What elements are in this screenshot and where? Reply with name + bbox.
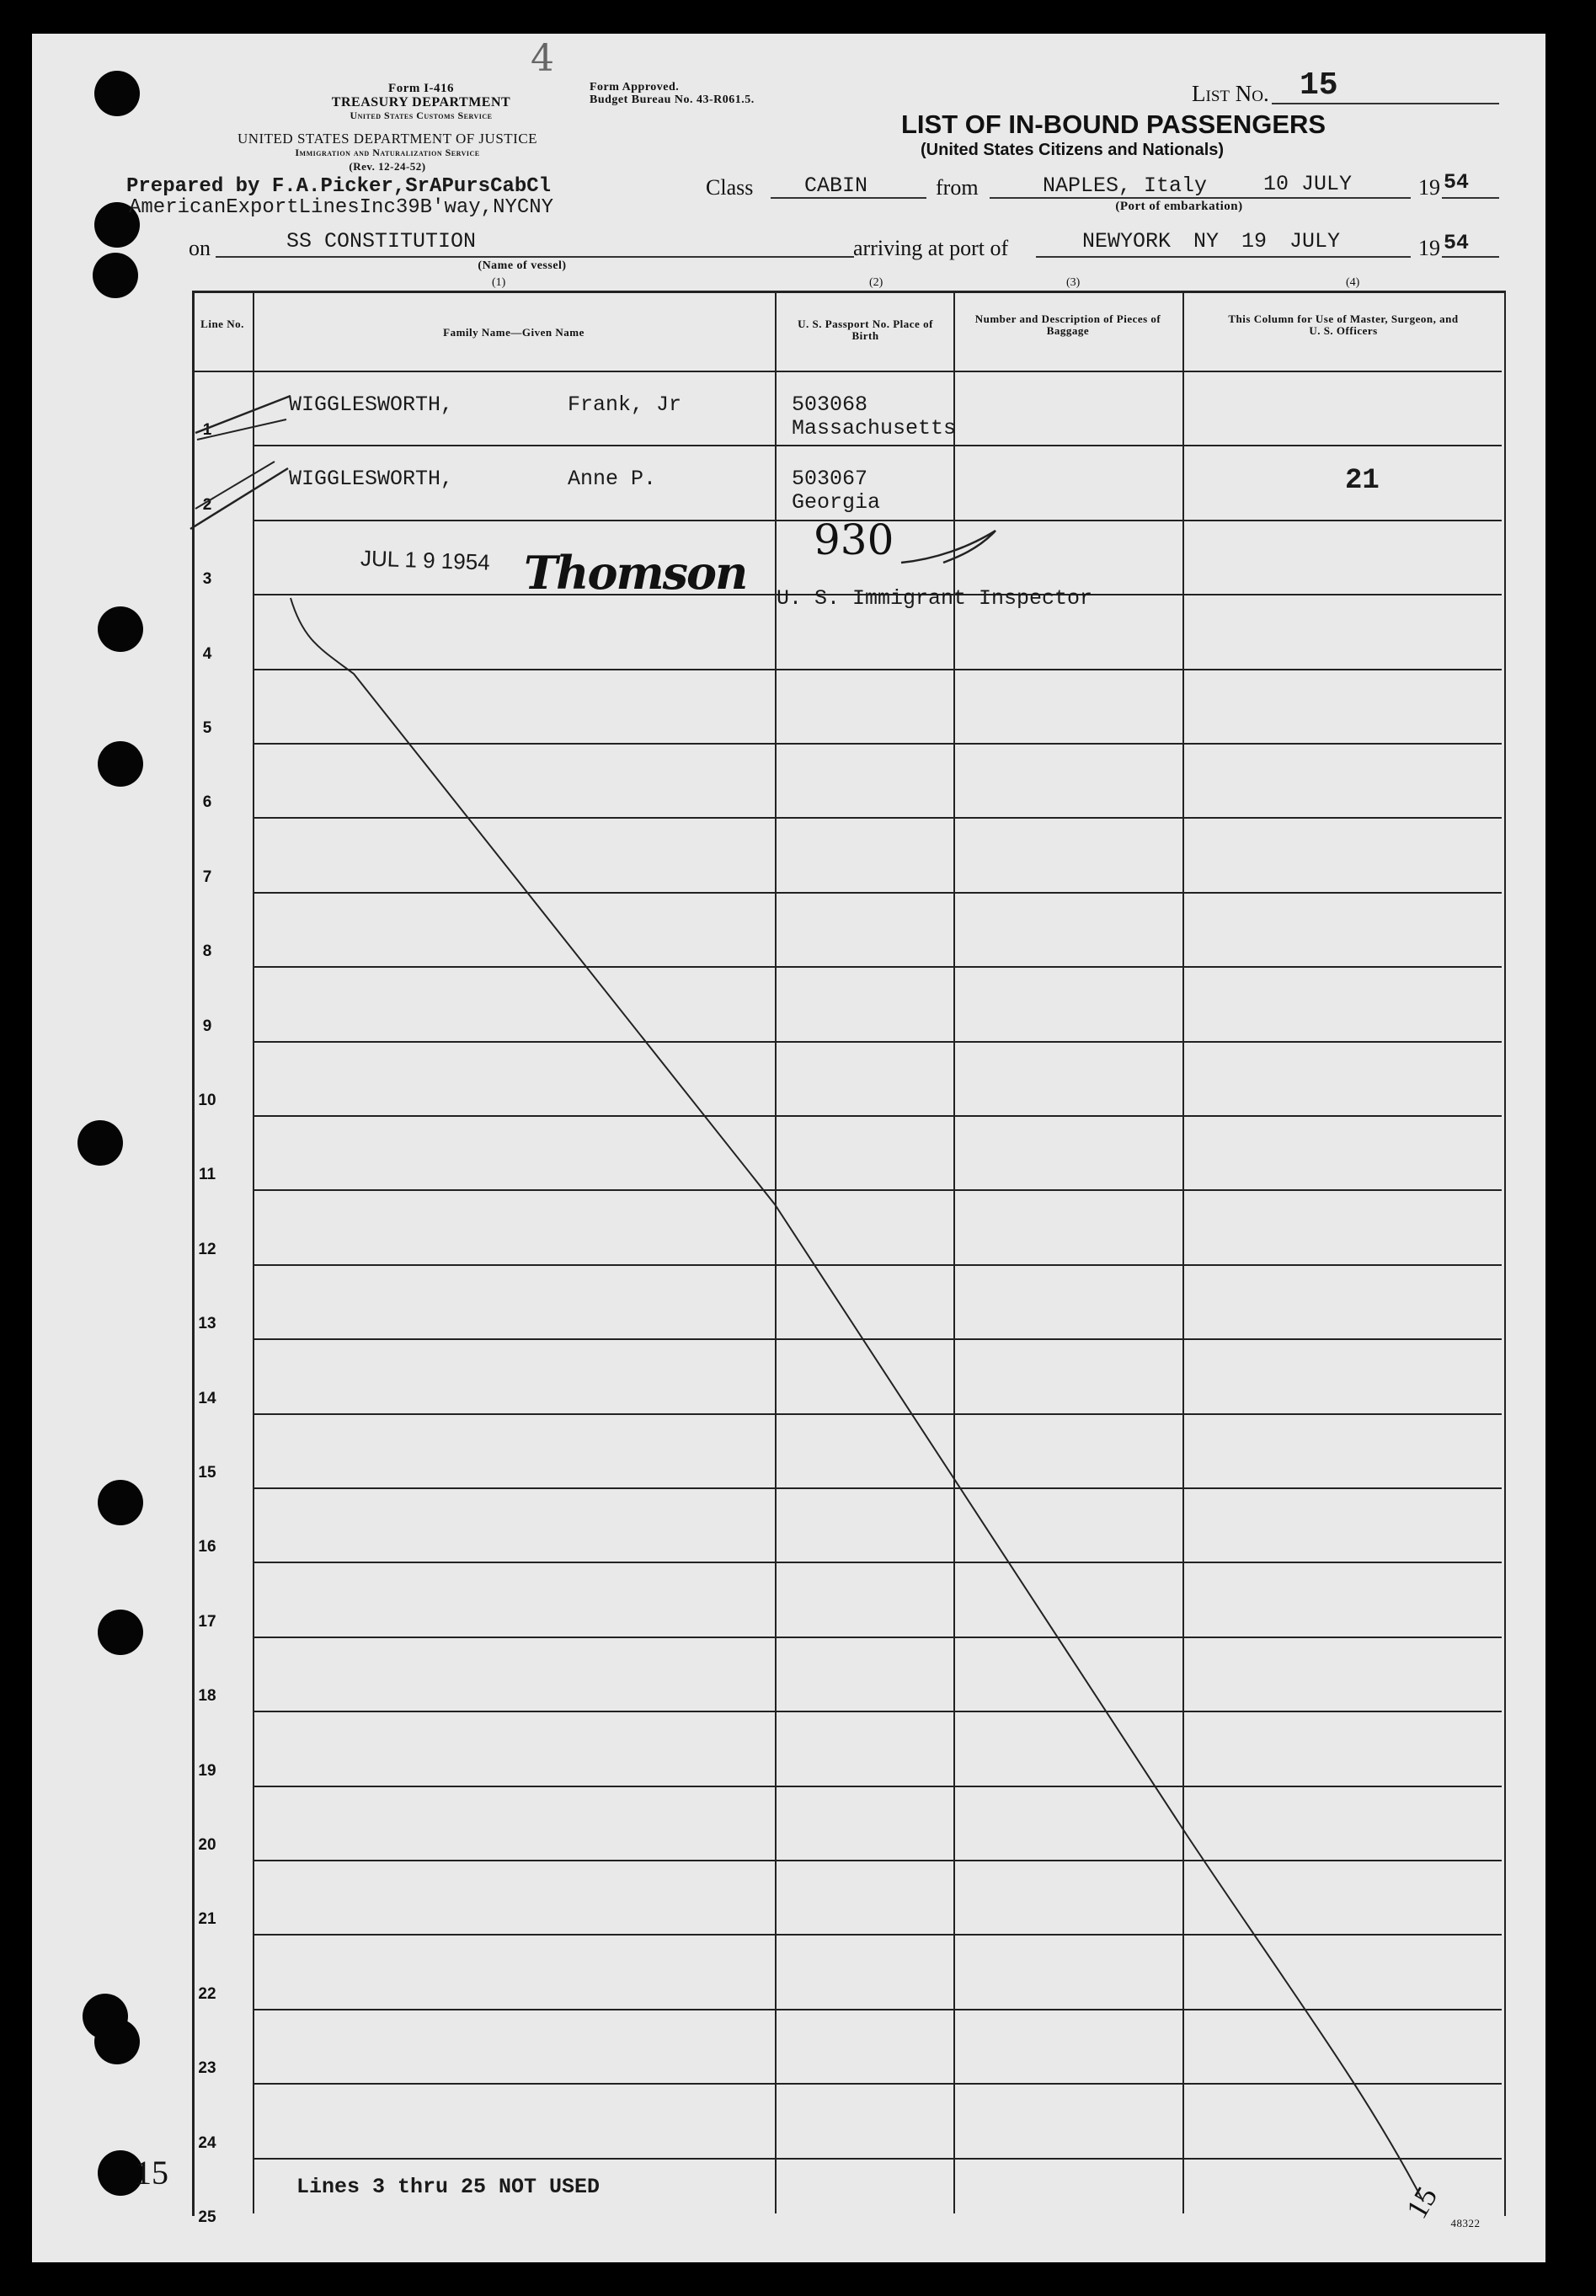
line-number: 5 — [202, 719, 212, 737]
class-value: CABIN — [804, 174, 868, 198]
table-row-rule — [253, 1338, 1502, 1340]
line-number: 11 — [198, 1166, 216, 1184]
table-row-rule — [253, 1264, 1502, 1266]
document-subtitle: (United States Citizens and Nationals) — [921, 141, 1225, 159]
table-row-rule — [253, 2083, 1502, 2085]
line-number: 6 — [202, 793, 212, 812]
prepared-by-line1: Prepared by F.A.Picker,SrAPursCabCl — [126, 175, 552, 198]
table-row-rule — [253, 743, 1502, 745]
arriving-year-prefix: 19 — [1418, 236, 1440, 260]
list-no-label: List No. — [1192, 81, 1269, 106]
handwritten-time: 930 — [814, 515, 894, 564]
budget-bureau: Budget Bureau No. 43-R061.5. — [590, 93, 755, 106]
table-row-rule — [253, 445, 1502, 446]
column-number-3: (3) — [1066, 276, 1081, 289]
column-number-2: (2) — [869, 276, 883, 289]
line-number: 15 — [198, 1464, 216, 1482]
line-number: 4 — [202, 644, 212, 663]
inspector-signature: Thomson — [524, 546, 747, 600]
header-passport: U. S. Passport No. Place of Birth — [798, 318, 933, 342]
left-margin-number: 15 — [135, 2154, 168, 2192]
line-number: 17 — [198, 1612, 216, 1631]
column-divider-line-no — [253, 291, 254, 2213]
not-used-note: Lines 3 thru 25 NOT USED — [296, 2175, 601, 2199]
line-number: 12 — [198, 1240, 216, 1258]
line-number: 7 — [202, 868, 212, 886]
table-row-rule — [253, 1562, 1502, 1563]
form-number: Form I-416 — [388, 82, 454, 95]
document-title: LIST OF IN-BOUND PASSENGERS — [901, 109, 1326, 139]
agency-treasury: TREASURY DEPARTMENT — [331, 95, 511, 109]
form-code: 48322 — [1450, 2217, 1481, 2229]
vessel-name: SS CONSTITUTION — [286, 229, 477, 254]
column-number-1: (1) — [492, 276, 506, 289]
passenger-passport: 503067 — [792, 467, 868, 491]
form-revision: (Rev. 12-24-52) — [349, 160, 426, 173]
binder-hole — [94, 71, 140, 116]
line-number: 25 — [198, 2208, 216, 2226]
table-row-rule — [253, 1041, 1502, 1043]
handwritten-page-number: 4 — [531, 37, 554, 80]
table-header-rule — [192, 371, 253, 372]
column-divider-baggage — [1182, 291, 1184, 2213]
table-row-rule — [253, 1637, 1502, 1638]
vessel-caption: (Name of vessel) — [478, 259, 567, 272]
vessel-underline — [216, 256, 854, 258]
from-label: from — [936, 175, 979, 200]
line-number: 21 — [198, 1910, 216, 1929]
line-number: 23 — [198, 2059, 216, 2078]
table-row-rule — [253, 1115, 1502, 1117]
passenger-birthplace: Massachusetts — [792, 416, 957, 441]
line-number: 3 — [202, 570, 212, 589]
table-row-rule — [253, 1786, 1502, 1787]
passenger-passport: 503068 — [792, 392, 868, 417]
from-year-suffix: 54 — [1444, 170, 1470, 195]
line-number: 1 — [202, 421, 212, 440]
table-row-rule — [253, 817, 1502, 819]
line-number: 16 — [198, 1538, 216, 1556]
on-label: on — [189, 236, 211, 260]
port-caption: (Port of embarkation) — [1115, 200, 1243, 213]
bottom-right-number: 15 — [1399, 2181, 1444, 2224]
embarkation-port: NAPLES, Italy — [1043, 174, 1208, 198]
table-header-rule — [253, 371, 1502, 372]
line-number: 10 — [198, 1092, 216, 1109]
embarkation-date: 10 JULY — [1263, 172, 1353, 196]
passenger-table — [192, 291, 1506, 2216]
arriving-label: arriving at port of — [853, 236, 1009, 260]
table-row-rule — [253, 966, 1502, 968]
from-year-underline — [1442, 197, 1499, 199]
table-row-rule — [253, 1189, 1502, 1191]
binder-hole — [98, 1480, 143, 1525]
from-year-prefix: 19 — [1418, 175, 1440, 200]
column-divider-name — [775, 291, 777, 2213]
arrival-port-date: NEWYORK NY 19 JULY — [1082, 229, 1341, 254]
table-row-rule — [253, 1934, 1502, 1936]
table-row-rule — [253, 2009, 1502, 2010]
table-row-rule — [253, 1860, 1502, 1861]
table-row-rule — [253, 892, 1502, 894]
arrival-date-stamp: JUL 1 9 1954 — [360, 545, 491, 575]
agency-customs: United States Customs Service — [350, 109, 493, 121]
inspector-title: U. S. Immigrant Inspector — [777, 586, 1093, 611]
header-officers: This Column for Use of Master, Surgeon, and U. S. Officers — [1228, 312, 1459, 337]
line-number: 13 — [198, 1315, 216, 1333]
table-row-rule — [253, 1413, 1502, 1415]
binder-hole — [98, 1610, 143, 1655]
passenger-family-name: WIGGLESWORTH, — [289, 467, 454, 491]
passenger-birthplace: Georgia — [792, 490, 881, 515]
passenger-given-name: Frank, Jr — [568, 392, 682, 417]
agency-justice: UNITED STATES DEPARTMENT OF JUSTICE — [237, 131, 538, 147]
line-number: 8 — [202, 942, 212, 961]
passenger-given-name: Anne P. — [568, 467, 657, 491]
prepared-by-line2: AmericanExportLinesInc39B'way,NYCNY — [129, 196, 554, 219]
table-row-rule — [253, 669, 1502, 670]
table-row-rule — [253, 2158, 1502, 2160]
header-baggage: Number and Description of Pieces of Baggage — [974, 312, 1161, 337]
binder-hole — [98, 741, 143, 787]
table-row-rule — [253, 1487, 1502, 1489]
binder-hole — [77, 1120, 123, 1166]
agency-ins: Immigration and Naturalization Service — [295, 147, 480, 158]
line-number: 20 — [198, 1836, 216, 1854]
header-name: Family Name—Given Name — [443, 326, 584, 339]
form-approved: Form Approved. — [590, 81, 680, 93]
class-label: Class — [706, 175, 754, 200]
line-number: 9 — [202, 1017, 212, 1035]
header-line-no: Line No. — [200, 318, 244, 330]
arriving-year-suffix: 54 — [1444, 231, 1470, 255]
passenger-family-name: WIGGLESWORTH, — [289, 392, 454, 417]
column-number-4: (4) — [1346, 276, 1360, 289]
arriving-underline — [1036, 256, 1411, 258]
list-number: 15 — [1300, 67, 1338, 104]
line-number: 2 — [202, 495, 212, 514]
binder-hole — [93, 253, 138, 298]
column-divider-passport — [953, 291, 955, 2213]
line-number: 14 — [198, 1389, 216, 1407]
line-number: 18 — [198, 1687, 216, 1706]
line-number: 19 — [198, 1761, 216, 1780]
line-number: 24 — [198, 2133, 216, 2152]
line-number: 22 — [198, 1984, 216, 2003]
officer-note: 21 — [1345, 465, 1380, 497]
table-row-rule — [253, 1711, 1502, 1712]
binder-hole — [98, 606, 143, 652]
binder-hole — [94, 2019, 140, 2064]
arriving-year-underline — [1442, 256, 1499, 258]
